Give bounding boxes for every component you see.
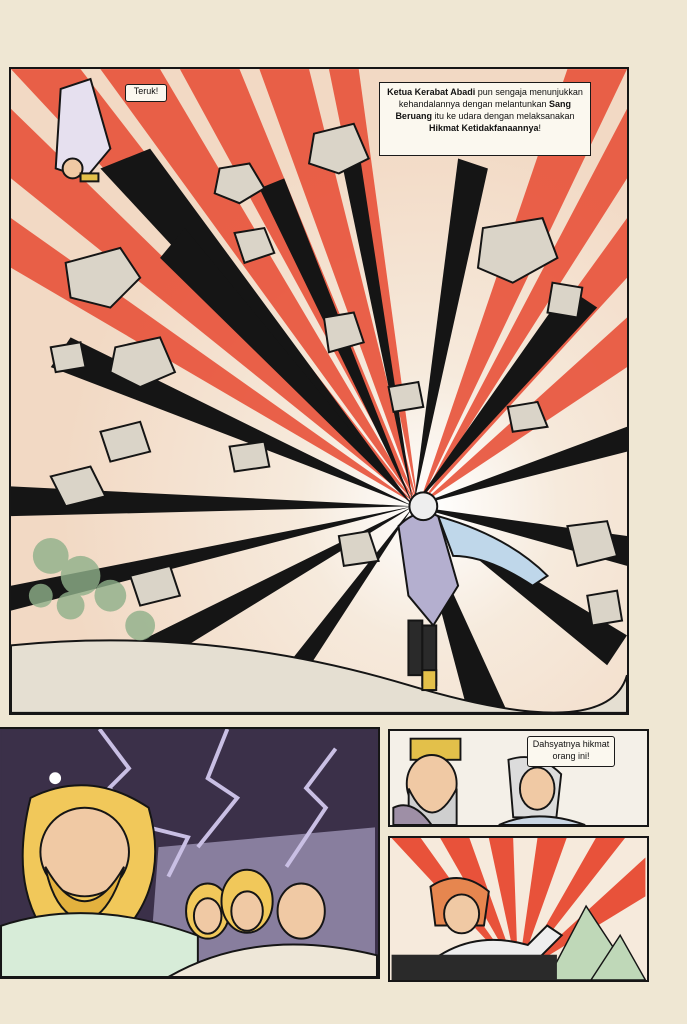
- narration-caption: [379, 82, 591, 156]
- lightning-art: [0, 729, 378, 977]
- panel-lightning-heroes: [0, 727, 380, 979]
- sfx-teruk-text: Teruk!: [133, 86, 159, 96]
- foreground-dark: [392, 955, 557, 980]
- caption-text-3: !: [538, 123, 542, 133]
- reaction-art: [390, 838, 647, 980]
- caption-kerabat: Ketua Kerabat Abadi: [387, 87, 476, 97]
- explosion-art: [11, 69, 627, 713]
- panel-explosion: [9, 67, 629, 715]
- caption-sang-beruang: Sang Beruang: [395, 99, 572, 121]
- panel-onlookers: [388, 729, 649, 827]
- caption-hikmat: Hikmat Ketidakfanaannya: [428, 123, 539, 133]
- speech-bubble: [527, 736, 615, 767]
- panel-redhair-reaction: [388, 836, 649, 982]
- caption-text-2: itu ke udara dengan melaksanakan: [431, 111, 575, 121]
- sfx-teruk-bubble: [125, 84, 167, 102]
- caption-text-1: pun sengaja menunjukkan kehandalannya dengan melantunkan: [398, 87, 583, 109]
- speech-text: Dahsyatnya hikmat orang ini!: [532, 739, 610, 761]
